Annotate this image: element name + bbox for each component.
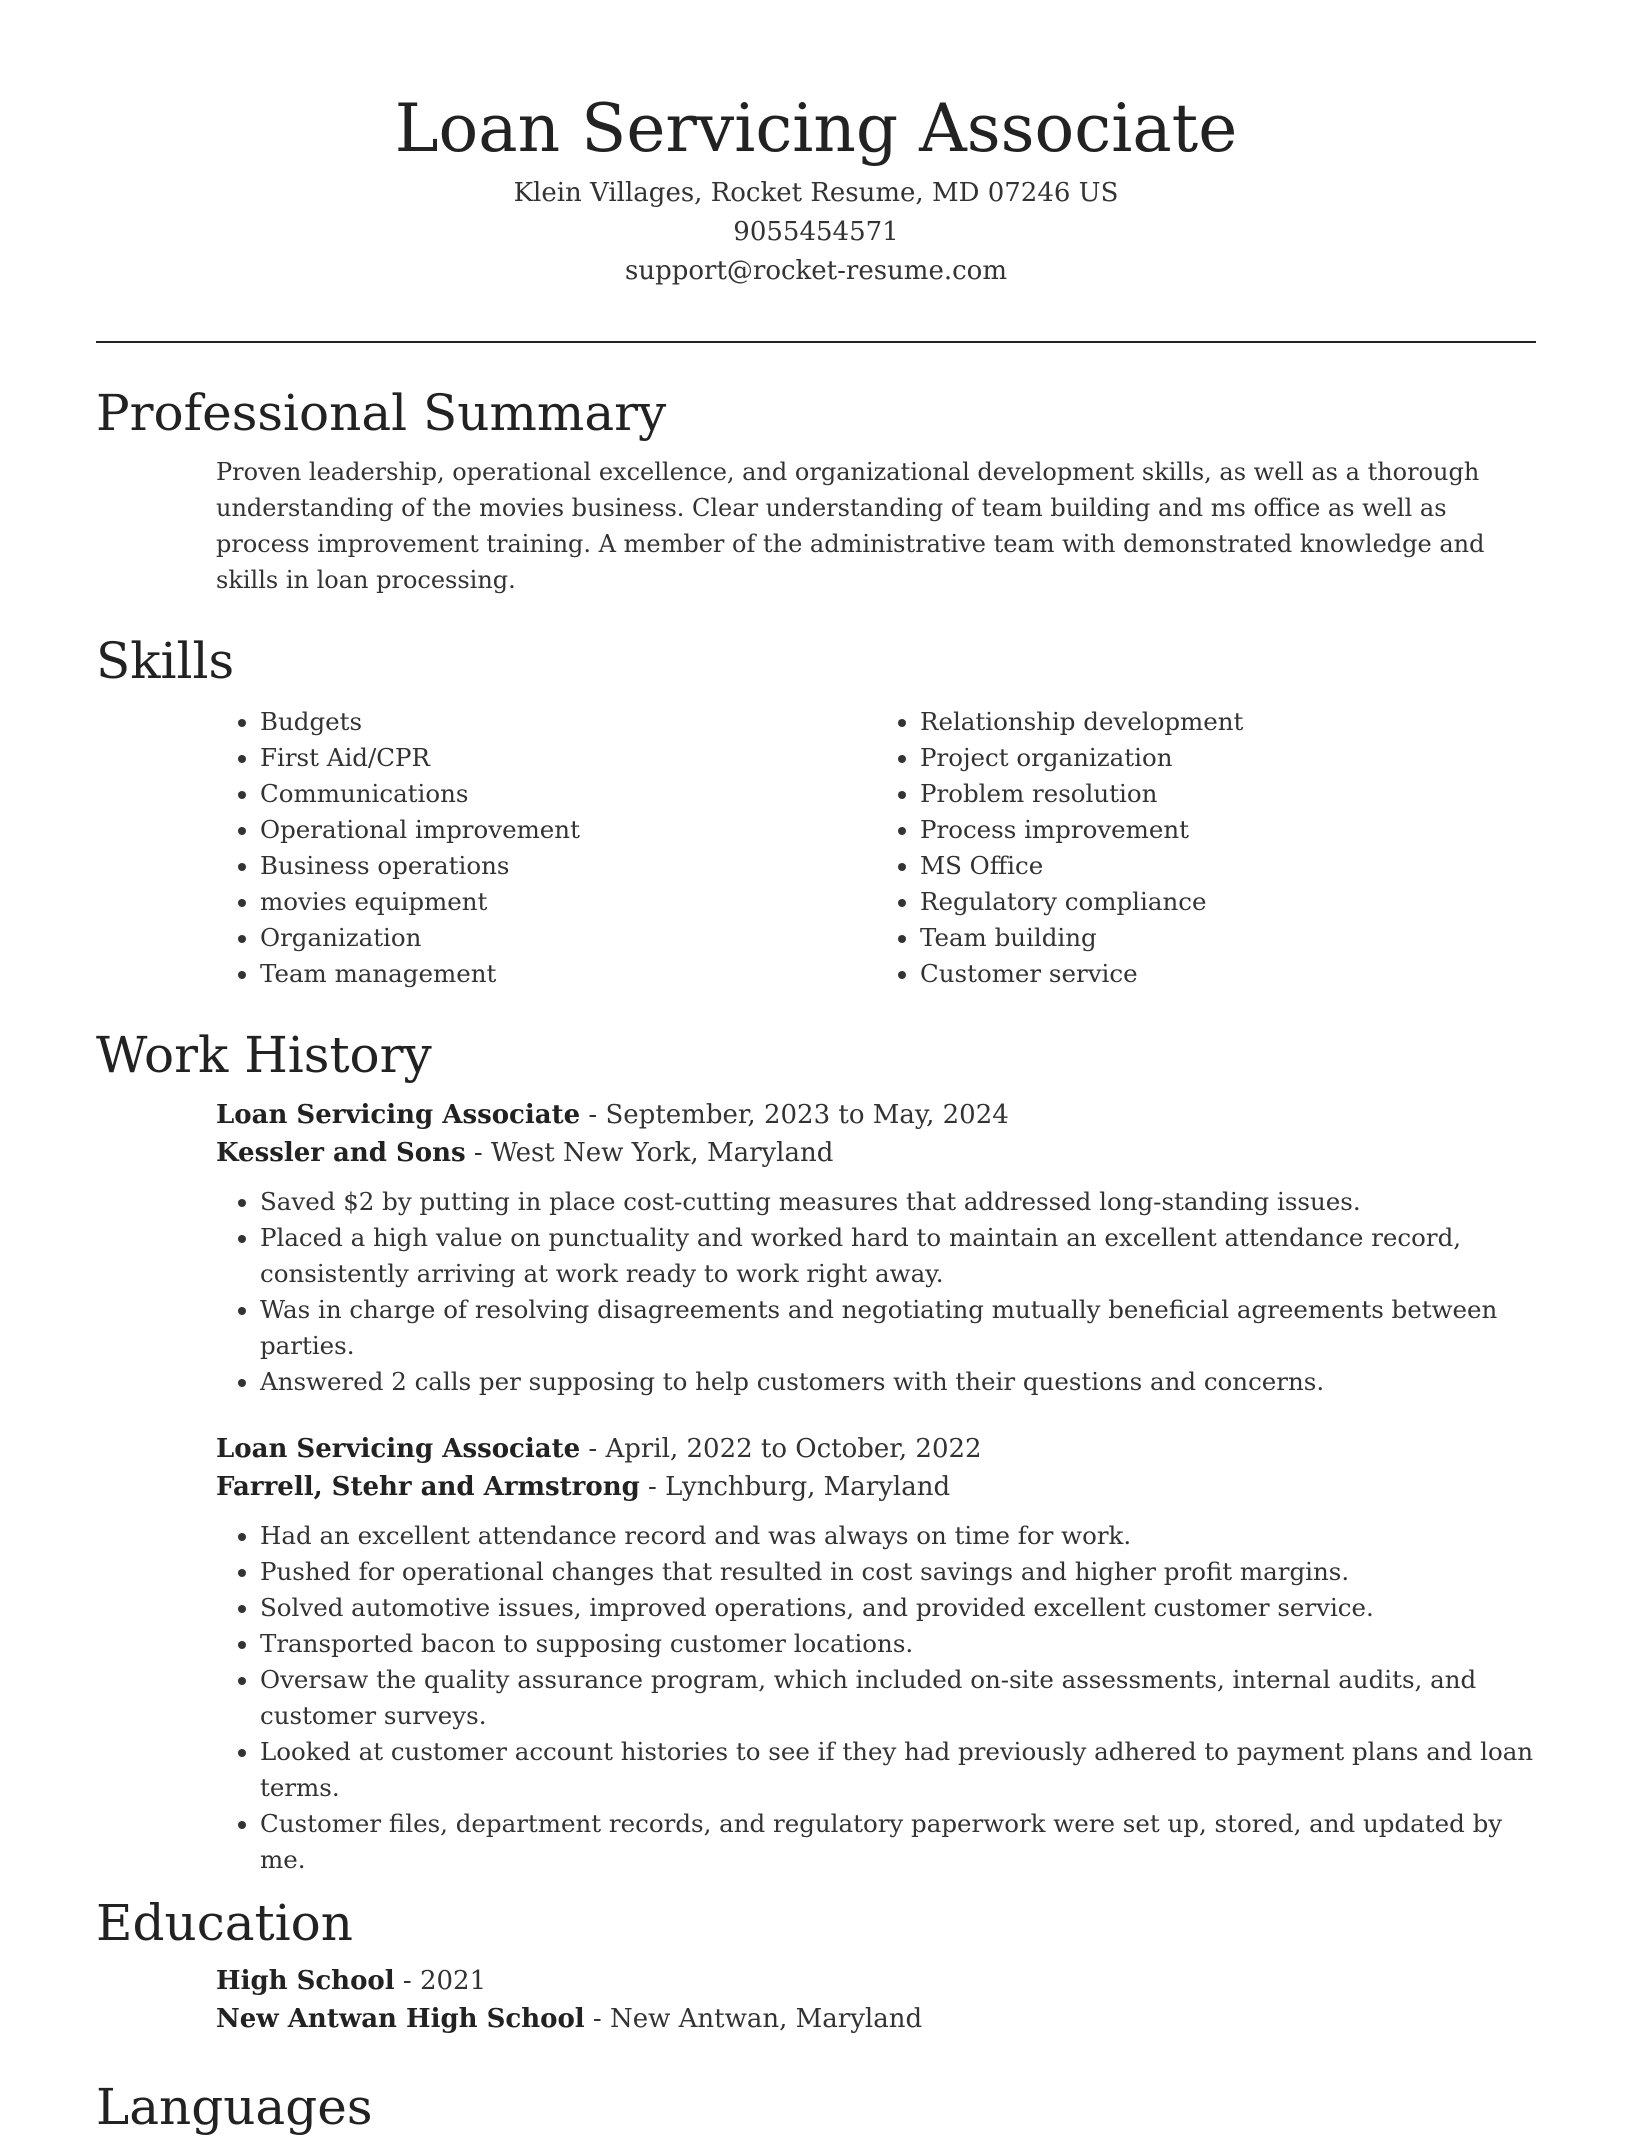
resume-header bbox=[0, 0, 1632, 291]
job-bullet: • Pushed for operational changes that resulted in cost savings and higher profit margins. bbox=[260, 1554, 1536, 1590]
skills-columns bbox=[216, 704, 1536, 992]
job-entry bbox=[216, 1096, 1536, 1172]
skill-item: • Communications bbox=[260, 776, 876, 812]
skills-section bbox=[96, 628, 1536, 992]
skill-item: • Team building bbox=[920, 920, 1536, 956]
job-bullets bbox=[216, 1184, 1536, 1400]
job-bullet: • Had an excellent attendance record and was always on time for work. bbox=[260, 1518, 1536, 1554]
job-bullet: • Was in charge of resolving disagreements and negotiating mutually beneficial agreements between parties. bbox=[260, 1292, 1536, 1364]
job-bullet: • Answered 2 calls per supposing to help customers with their questions and concerns. bbox=[260, 1364, 1536, 1400]
education-degree-line bbox=[216, 1962, 1536, 2000]
education-school: New Antwan High School bbox=[216, 2004, 585, 2034]
job-company-line bbox=[216, 1468, 1536, 1506]
address: Klein Villages, Rocket Resume, MD 07246 US bbox=[513, 178, 1119, 208]
skill-item: • First Aid/CPR bbox=[260, 740, 876, 776]
job-bullet: • Saved $2 by putting in place cost-cutting measures that addressed long-standing issues. bbox=[260, 1184, 1536, 1220]
summary-heading: Professional Summary bbox=[96, 384, 667, 442]
job-bullet: • Solved automotive issues, improved operations, and provided excellent customer service. bbox=[260, 1590, 1536, 1626]
job-entry bbox=[216, 1430, 1536, 1506]
education-location: - New Antwan, Maryland bbox=[584, 2004, 923, 2034]
job-position: Loan Servicing Associate bbox=[216, 1100, 581, 1130]
job-company-line bbox=[216, 1134, 1536, 1172]
skill-item: • movies equipment bbox=[260, 884, 876, 920]
skill-item: • MS Office bbox=[920, 848, 1536, 884]
job-dates: - September, 2023 to May, 2024 bbox=[580, 1100, 1009, 1130]
skill-item: • Operational improvement bbox=[260, 812, 876, 848]
skills-heading: Skills bbox=[96, 632, 235, 690]
job-dates: - April, 2022 to October, 2022 bbox=[580, 1434, 982, 1464]
education-school-line bbox=[216, 2000, 1536, 2038]
job-bullet: • Looked at customer account histories to see if they had previously adhered to payment plans and loan terms. bbox=[260, 1734, 1536, 1806]
contact-info bbox=[0, 174, 1632, 291]
skill-item: • Process improvement bbox=[920, 812, 1536, 848]
job-company: Farrell, Stehr and Armstrong bbox=[216, 1472, 640, 1502]
education-year: - 2021 bbox=[394, 1966, 487, 1996]
work-history-section bbox=[96, 1022, 1536, 1878]
skill-item: • Relationship development bbox=[920, 704, 1536, 740]
phone: 9055454571 bbox=[733, 217, 899, 247]
job-bullet: • Customer files, department records, and regulatory paperwork were set up, stored, and updated by me. bbox=[260, 1806, 1536, 1878]
job-location: - West New York, Maryland bbox=[465, 1138, 834, 1168]
education-entry bbox=[216, 1962, 1536, 2038]
skill-item: • Regulatory compliance bbox=[920, 884, 1536, 920]
skill-item: • Business operations bbox=[260, 848, 876, 884]
job-title-line bbox=[216, 1096, 1536, 1134]
email: support@rocket-resume.com bbox=[624, 256, 1007, 286]
job-bullets bbox=[216, 1518, 1536, 1878]
skills-right-list bbox=[876, 704, 1536, 992]
summary-section bbox=[96, 380, 1536, 598]
work-history-heading: Work History bbox=[96, 1026, 432, 1084]
skill-item: • Organization bbox=[260, 920, 876, 956]
education-heading: Education bbox=[96, 1894, 353, 1952]
languages-heading: Languages bbox=[96, 2078, 373, 2136]
job-title-line bbox=[216, 1430, 1536, 1468]
education-section bbox=[96, 1890, 1536, 2038]
education-degree: High School bbox=[216, 1966, 395, 1996]
languages-section bbox=[96, 2074, 1536, 2140]
job-company: Kessler and Sons bbox=[216, 1138, 466, 1168]
skill-item: • Budgets bbox=[260, 704, 876, 740]
skill-item: • Problem resolution bbox=[920, 776, 1536, 812]
summary-text: Proven leadership, operational excellence, and organizational development skills, as well as a thorough understanding of the movies business. Clear understanding of team building and ms office as well as process improvement training. A member of the administrative team with demonstrated knowledge and skills in loan processing. bbox=[216, 458, 1485, 594]
job-bullet: • Oversaw the quality assurance program, which included on-site assessments, internal audits, and customer surveys. bbox=[260, 1662, 1536, 1734]
header-divider bbox=[96, 341, 1536, 343]
skill-item: • Team management bbox=[260, 956, 876, 992]
job-position: Loan Servicing Associate bbox=[216, 1434, 581, 1464]
job-bullet: • Placed a high value on punctuality and worked hard to maintain an excellent attendance record, consistently arriving at work ready to work right away. bbox=[260, 1220, 1536, 1292]
job-bullet: • Transported bacon to supposing customer locations. bbox=[260, 1626, 1536, 1662]
job-location: - Lynchburg, Maryland bbox=[639, 1472, 951, 1502]
skills-left-list bbox=[216, 704, 876, 992]
skill-item: • Customer service bbox=[920, 956, 1536, 992]
skill-item: • Project organization bbox=[920, 740, 1536, 776]
candidate-title: Loan Servicing Associate bbox=[394, 90, 1238, 167]
